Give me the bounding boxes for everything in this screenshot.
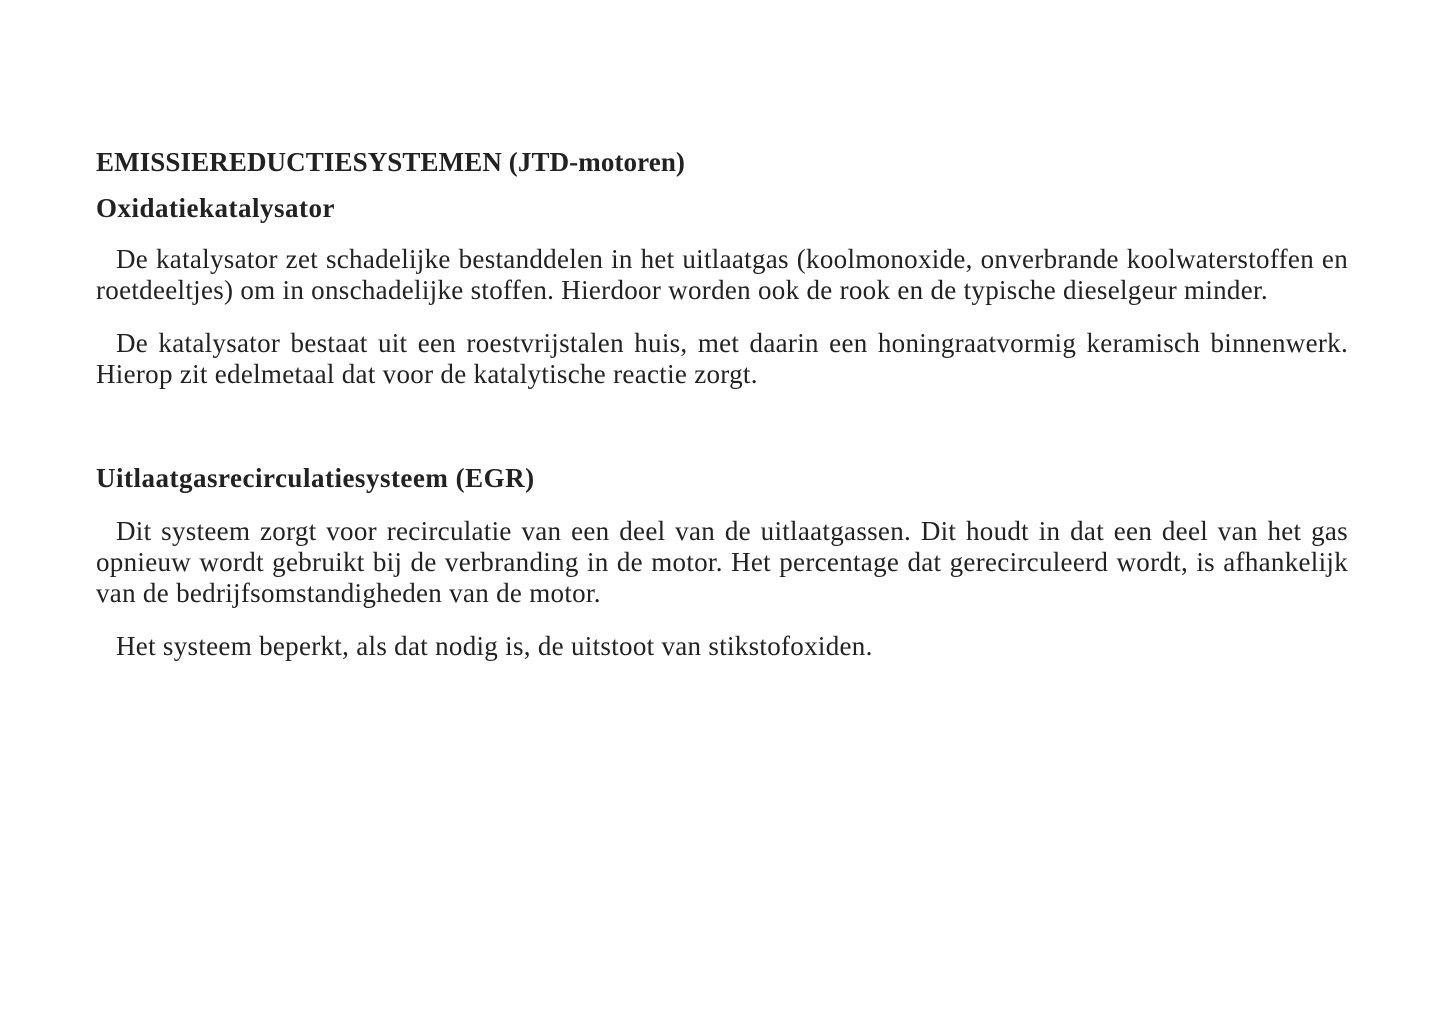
page-title: EMISSIEREDUCTIESYSTEMEN (JTD-motoren) <box>96 147 686 177</box>
section-heading-egr: Uitlaatgasrecirculatiesysteem (EGR) <box>96 463 535 493</box>
paragraph-katalysator-construction: De katalysator bestaat uit een roestvrijstalen huis, met daarin een honingraatvormig keramisch binnenwerk. Hierop zit edelmetaal dat voor de katalytische reactie zorgt. <box>96 328 1348 389</box>
paragraph-katalysator-function: De katalysator zet schadelijke bestanddelen in het uitlaatgas (koolmonoxide, onverbrande koolwaterstoffen en roetdeeltjes) om in onschadelijke stoffen. Hierdoor worden ook de rook en de typische dieselgeur minder. <box>96 244 1348 305</box>
section-oxidatiekatalysator <box>96 192 1348 390</box>
section-heading-oxidatiekatalysator: Oxidatiekatalysator <box>96 193 335 223</box>
section-egr <box>96 462 1348 662</box>
paragraph-egr-function: Dit systeem zorgt voor recirculatie van een deel van de uitlaatgassen. Dit houdt in dat een deel van het gas opnieuw wordt gebruikt bij de verbranding in de motor. Het percentage dat gerecirculeerd wordt, is afhankelijk van de bedrijfsomstandigheden van de motor. <box>96 516 1348 608</box>
paragraph-egr-effect: Het systeem beperkt, als dat nodig is, de uitstoot van stikstofoxiden. <box>116 631 873 661</box>
document-content <box>96 146 1348 662</box>
